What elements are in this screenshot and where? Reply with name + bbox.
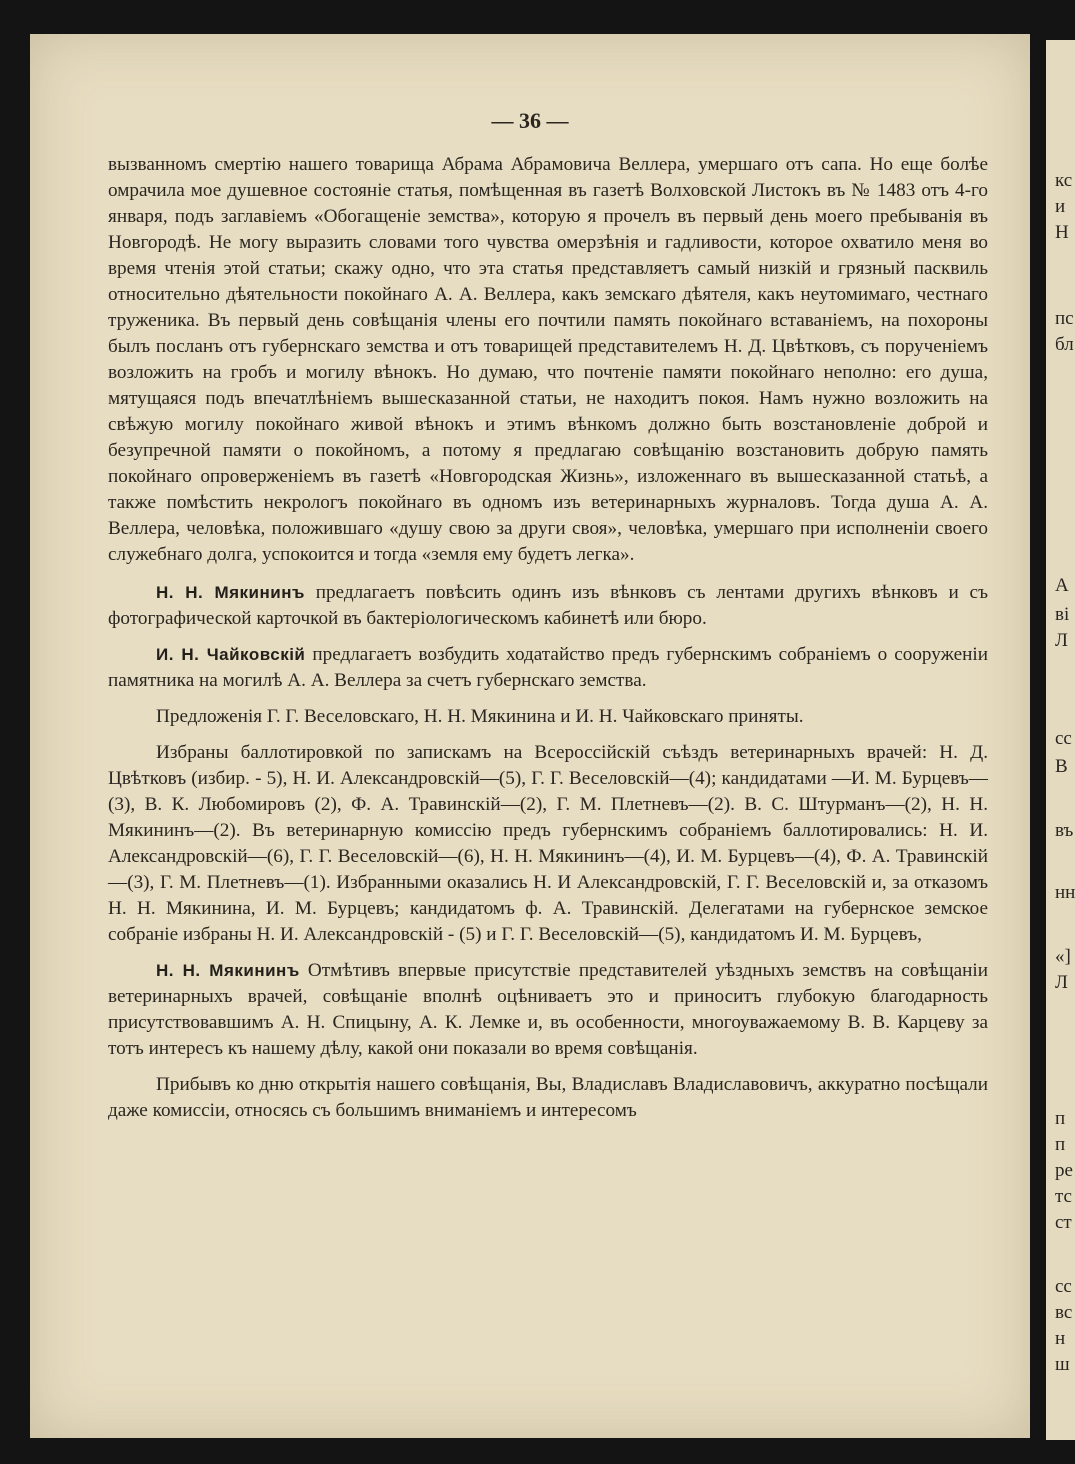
next-page-fragment: нн [1055,882,1075,903]
page-number: — 36 — [491,108,569,133]
paragraph-text: Отмѣтивъ впервые присутствiе представителей уѣздныхъ земствъ на совѣщанiи ветеринарныхъ врачей, совѣщанiе вполнѣ оцѣниваетъ это и приноситъ глубокую благодарность присутствовавшимъ А. Н. Спицыну, А. К. Лемке и, въ особенности, многоуважаемому В. В. Карцеву за тотъ интересъ къ нашему дѣлу, какой они показали во время совѣщанiя. [108,960,988,1059]
next-page-edge [1046,40,1075,1440]
next-page-fragment: ш [1055,1354,1070,1375]
next-page-fragment: ре [1055,1160,1073,1181]
next-page-fragment: ві [1055,604,1070,625]
next-page-fragment: сс [1055,728,1072,749]
next-page-fragment: вс [1055,1302,1073,1323]
next-page-fragment: н [1055,1328,1066,1349]
next-page-fragment: бл [1055,334,1074,355]
next-page-fragment: кс [1055,170,1073,191]
next-page-fragment: В [1055,756,1068,777]
paragraph [108,704,988,730]
next-page-fragment: пс [1055,308,1074,329]
next-page-fragment: Л [1055,630,1068,651]
paragraph [108,642,988,694]
page-body [108,152,988,1134]
next-page-fragment: А [1055,575,1069,596]
next-page-fragment: «] [1055,946,1071,967]
paragraph [108,740,988,948]
next-page-fragment: п [1055,1108,1066,1129]
speaker-name: И. Н. Чайковскiй [156,645,306,664]
paragraph-text: Предложенiя Г. Г. Веселовскаго, Н. Н. Мякинина и И. Н. Чайковскаго приняты. [156,706,804,727]
next-page-fragment: тс [1055,1186,1072,1207]
paragraph [108,152,988,568]
next-page-fragment: ст [1055,1212,1072,1233]
paragraph [108,958,988,1062]
next-page-fragment: и [1055,196,1066,217]
paragraph-text: Прибывъ ко дню открытiя нашего совѣщанiя, Вы, Владиславъ Владиславовичъ, аккуратно посѣщали даже комиссiи, относясь съ большимъ вниманiемъ и интересомъ [108,1074,988,1121]
paragraph-text: Избраны баллотировкой по запискамъ на Всероссiйскiй съѣздъ ветеринарныхъ врачей: Н. Д. Цвѣтковъ (избир. - 5), Н. И. Александровскiй—(5), Г. Г. Веселовскiй—(4); кандидатами —И. М. Бурцевъ—(3), В. К. Любомировъ (2), Ф. А. Травинскiй—(2), Г. М. Плетневъ—(2). В. С. Штурманъ—(2), Н. Н. Мякининъ—(2). Въ ветеринарную комиссiю предъ губернскимъ собранiемъ баллотировались: Н. И. Александровскiй—(6), Г. Г. Веселовскiй—(6), Н. Н. Мякининъ—(4), И. М. Бурцевъ—(4), Ф. А. Травинскiй—(3), Г. М. Плетневъ—(1). Избранными оказались Н. И Александровскiй, Г. Г. Веселовскiй и, за отказомъ Н. Н. Мякинина, И. М. Бурцевъ; кандидатомъ ф. А. Травинскiй. Делегатами на губернское земское собранiе избраны Н. И. Александровскiй - (5) и Г. Г. Веселовскiй—(5), кандидатомъ И. М. Бурцевъ, [108,742,988,945]
next-page-fragment: п [1055,1134,1066,1155]
paragraph-text: предлагаетъ возбудить ходатайство предъ губернскимъ собранiемъ о сооруженiи памятника на могилѣ А. А. Веллера за счетъ губернскаго земства. [108,644,988,691]
paragraph-text: предлагаетъ повѣсить одинъ изъ вѣнковъ съ лентами другихъ вѣнковъ и съ фотографической карточкой въ бактерiологическомъ кабинетѣ или бюро. [108,582,988,629]
paragraph [108,580,988,632]
page-sheet [30,34,1030,1438]
next-page-fragment: Н [1055,222,1069,243]
paragraph-text: вызванномъ смертiю нашего товарища Абрама Абрамовича Веллера, умершаго отъ сапа. Но еще болѣе омрачила мое душевное состоянiе статья, помѣщенная въ газетѣ Волховской Листокъ въ № 1483 отъ 4-го января, подъ заглавiемъ «Обогащенiе земства», которую я прочелъ въ первый день моего пребыванiя въ Новгородѣ. Не могу выразить словами того чувства омерзѣнiя и гадливости, которое охватило меня во время чтенiя этой статьи; скажу одно, что эта статья представляетъ самый низкiй и грязный пасквиль относительно дѣятельности покойнаго А. А. Веллера, какъ земскаго дѣятеля, какъ неутомимаго, честнаго труженика. Въ первый день совѣщанiя члены его почтили память покойнаго вставанiемъ, на похороны былъ посланъ отъ губернскаго земства и отъ товарищей представителемъ Н. Д. Цвѣтковъ, съ порученiемъ возложить на гробъ и могилу вѣнокъ. Но думаю, что почтенiе памяти покойнаго неполно: его душа, мятущаяся подъ впечатлѣнiемъ вышесказанной статьи, не находитъ покоя. Намъ нужно возложить на свѣжую могилу покойнаго живой вѣнокъ и этимъ вѣнкомъ должно быть возстановленiе доброй и безупречной памяти о покойномъ, а потому я предлагаю совѣщанiю возстановить добрую память покойнаго опроверженiемъ въ газетѣ «Новгородская Жизнь», изложеннаго въ вышесказанной статьѣ, а также помѣстить некрологъ покойнаго въ одномъ изъ ветеринарныхъ журналовъ. Тогда душа А. А. Веллера, человѣка, положившаго «душу свою за други своя», человѣка, умершаго при исполненiи своего служебнаго долга, успокоится и тогда «земля ему будетъ легка». [108,154,988,565]
next-page-fragment: сс [1055,1276,1072,1297]
speaker-name: Н. Н. Мякининъ [156,961,300,980]
next-page-fragment: въ [1055,820,1074,841]
speaker-name: Н. Н. Мякининъ [156,583,305,602]
paragraph [108,1072,988,1124]
next-page-fragment: Л [1055,972,1068,993]
